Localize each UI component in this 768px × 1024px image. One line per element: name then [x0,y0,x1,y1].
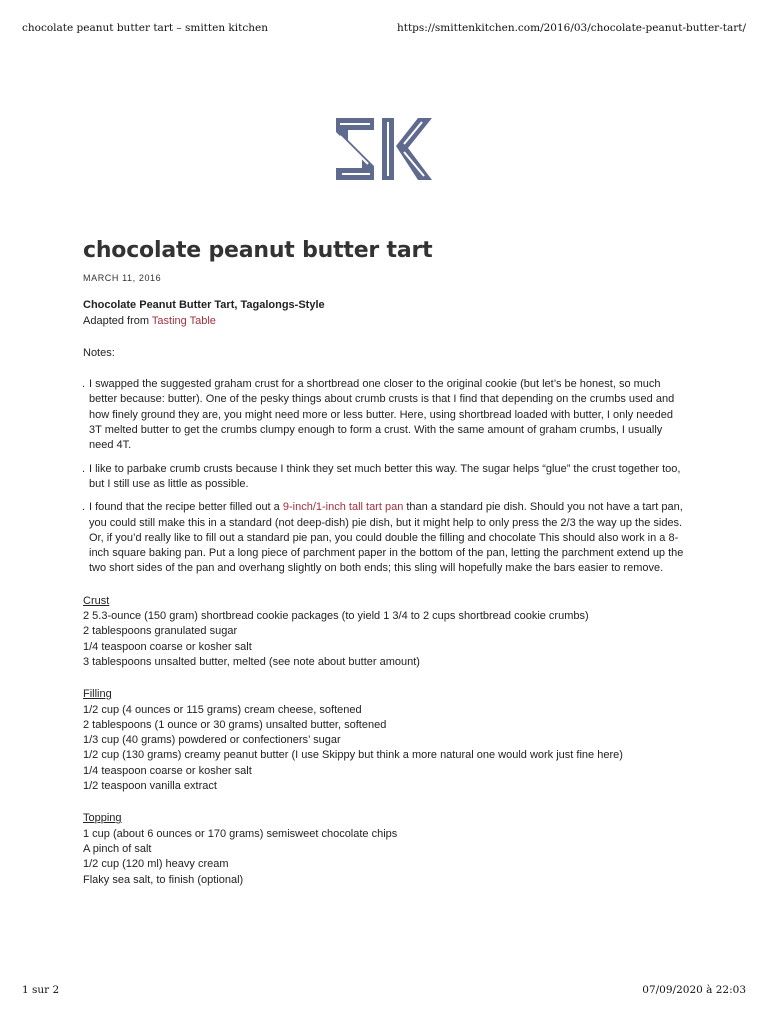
print-footer-datetime: 07/09/2020 à 22:03 [642,984,746,996]
ingredient-line: 1/4 teaspoon coarse or kosher salt [83,764,252,777]
crust-heading: Crust [83,594,110,607]
note-text-before: I found that the recipe better filled out a [89,501,283,514]
ingredient-line: 2 tablespoons (1 ounce or 30 grams) unsalted butter, softened [83,718,387,731]
note-item [83,462,688,493]
post-title: chocolate peanut butter tart [83,238,433,263]
note-bullet: . [82,501,86,514]
notes-list [83,377,688,577]
print-footer-page: 1 sur 2 [22,984,60,996]
ingredient-line: 2 5.3-ounce (150 gram) shortbread cookie packages (to yield 1 3/4 to 2 cups shortbread cookie crumbs) [83,610,589,623]
tart-pan-link[interactable]: 9-inch/1-inch tall tart pan [282,501,404,514]
print-header-title: chocolate peanut butter tart – smitten kitchen [22,22,268,34]
post-date: MARCH 11, 2016 [83,273,162,283]
ingredient-line: 2 tablespoons granulated sugar [83,625,238,638]
ingredient-line: Flaky sea salt, to finish (optional) [83,873,244,886]
ingredient-line: 1/3 cup (40 grams) powdered or confectioners’ sugar [83,734,341,747]
note-item [83,377,688,453]
filling-section [83,687,688,794]
note-bullet: . [82,378,86,391]
print-header-url: https://smittenkitchen.com/2016/03/chocolate-peanut-butter-tart/ [396,22,746,34]
post-content [83,236,688,888]
ingredient-line: 1/2 cup (120 ml) heavy cream [83,858,229,871]
ingredient-line: 1/2 teaspoon vanilla extract [83,780,217,793]
ingredient-line: A pinch of salt [83,842,152,855]
ingredient-line: 3 tablespoons unsalted butter, melted (see note about butter amount) [83,655,420,668]
adapted-from-prefix: Adapted from [83,314,152,327]
note-item [83,500,688,576]
adapted-from [83,314,688,329]
note-text-after: than a standard pie dish. Should you not have a tart pan, you could still make this in a standard (not deep-dish) pie dish, but it might help to only press the 2/3 the way up the sides. Or, if you’d really like to fill out a standard pie pan, you could double the filling and chocolate This should also work in a 8-inch square baking pan. Put a long piece of parchment paper in the bottom of the pan, letting the parchment extend up the two short sides of the pan and overhang slightly on both ends; this sling will hopefully make the bars easier to remove. [89,501,684,575]
crust-section [83,594,688,670]
ingredient-line: 1/2 cup (130 grams) creamy peanut butter (I use Skippy but think a more natural one would work just fine here) [83,749,623,762]
ingredient-line: 1 cup (about 6 ounces or 170 grams) semisweet chocolate chips [83,827,398,840]
note-text: I like to parbake crumb crusts because I think they set much better this way. The sugar helps “glue” the crust together too, but I still use as little as possible. [89,462,681,490]
recipe-name: Chocolate Peanut Butter Tart, Tagalongs-Style [83,299,325,312]
smitten-kitchen-logo[interactable] [334,116,434,182]
ingredient-line: 1/2 cup (4 ounces or 115 grams) cream cheese, softened [83,703,362,716]
note-text: I swapped the suggested graham crust for a shortbread one closer to the original cookie (but let’s be honest, so much better because: butter). One of the pesky things about crumb crusts is that I find that depending on the crumbs used and how finely ground they are, you might need more or less butter. Here, using shortbread loaded with butter, I only needed 3T melted butter to get the crumbs clumpy enough to form a crust. With the same amount of graham crumbs, I usually need 4T. [89,378,675,452]
ingredient-line: 1/4 teaspoon coarse or kosher salt [83,640,252,653]
notes-heading: Notes: [83,346,115,359]
tasting-table-link[interactable]: Tasting Table [151,314,216,327]
note-bullet: . [82,462,86,475]
topping-heading: Topping [83,812,122,825]
topping-section [83,811,688,887]
filling-heading: Filling [83,688,112,701]
